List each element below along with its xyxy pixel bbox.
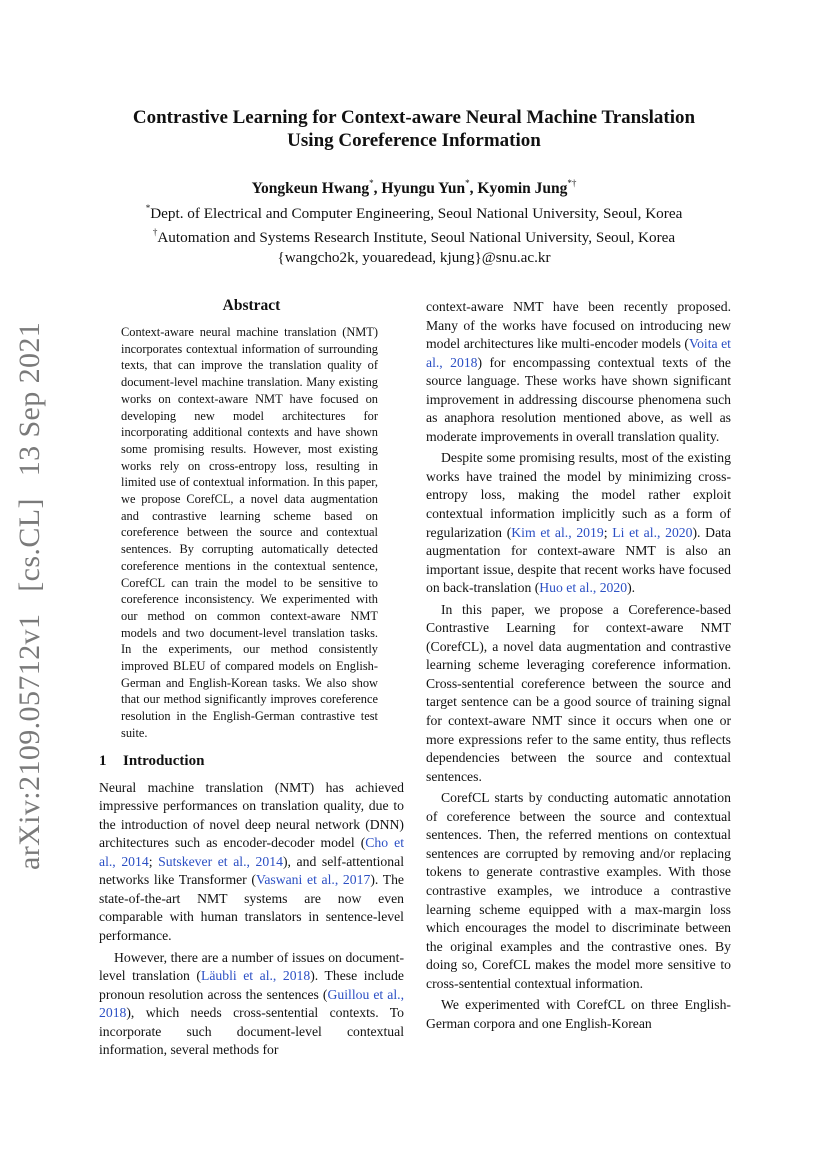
author-mark: *†: [567, 178, 577, 188]
affiliation-text: Automation and Systems Research Institute, Seoul National University, Seoul, Korea: [157, 229, 676, 247]
section-number: 1: [99, 752, 107, 769]
affiliation-mark: †: [152, 227, 158, 238]
author-name: Kyomin Jung: [477, 180, 568, 197]
abstract-heading: Abstract: [222, 297, 281, 314]
section-title: Introduction: [123, 752, 205, 769]
affiliation-line: [60, 223, 768, 248]
arxiv-date: 13 Sep 2021: [13, 321, 46, 477]
author-block: [60, 174, 768, 267]
author-separator: ,: [373, 180, 382, 197]
citation-link[interactable]: Cho et al., 2014: [99, 835, 404, 869]
citation-link[interactable]: Voita et al., 2018: [426, 336, 731, 370]
author-name: Hyungu Yun: [381, 180, 466, 197]
paragraph-text: In this paper, we propose a Coreference-based Contrastive Learning for context-aware NMT (CorefCL), a novel data augmentation and contrastive learning scheme leveraging coreference information. Cross-sentential coreference between the source and target sentence can be a good source of training signal for context-aware NMT since it occurs when one or more expressions refer to the same entity, thus reflects dependencies between the source and contextual sentences.: [426, 601, 731, 784]
paragraph-text: ).: [627, 580, 636, 596]
citation-link[interactable]: Kim et al., 2019: [511, 524, 604, 540]
arxiv-category: [cs.CL]: [13, 498, 46, 592]
citation-link[interactable]: Li et al., 2020: [612, 524, 693, 540]
paragraph-text: ). These include pronoun resolution across the sentences (: [99, 968, 404, 1002]
affiliation-mark: *: [145, 202, 151, 213]
citation-link[interactable]: Sutskever et al., 2014: [158, 853, 283, 869]
citation-link[interactable]: Vaswani et al., 2017: [255, 872, 371, 888]
author-names: [60, 174, 768, 199]
paragraph-text: ) for encompassing contextual texts of the source language. These works have shown significant improvement in addressing discourse phenomena such as anaphora resolution mentioned above, as well as moderate improvements in overall translation quality.: [426, 354, 731, 444]
paragraph-text: ). The state-of-the-art NMT systems are now even comparable with human translators in sentence-level performance.: [99, 872, 404, 943]
right-paragraph-2: [426, 449, 731, 597]
citation-link[interactable]: Läubli et al., 2018: [200, 968, 311, 984]
intro-paragraph-2: [99, 949, 404, 1060]
paragraph-text: ). Data augmentation for context-aware NMT is also an important issue, despite that recent works have focused on back-translation (: [426, 524, 732, 596]
abstract-text: Context-aware neural machine translation (NMT) incorporates contextual information of surrounding texts, that can improve the translation quality of document-level machine translation. Many existing works on context-aware NMT have focused on developing new model architectures for incorporating additional contexts and have shown some promising results. However, most existing works rely on cross-entropy loss, resulting in limited use of contextual information. In this paper, we propose CorefCL, a novel data augmentation and contrastive learning scheme based on coreference between the source and contextual sentences. By corrupting automatically detected coreference mentions in the contextual sentence, CorefCL can train the model to be sensitive to coreference inconsistency. We experimented with our method on common context-aware NMT models and two document-level translation tasks. In the experiments, our method consistently improved BLEU of compared models on English-German and English-Korean tasks. We also show that our method significantly improves coreference resolution in the English-German contrastive test suite.: [121, 325, 378, 740]
author-mark: *: [465, 178, 470, 188]
affiliation-text: Dept. of Electrical and Computer Engineering, Seoul National University, Seoul, Korea: [150, 204, 683, 222]
paragraph-text: context-aware NMT have been recently proposed. Many of the works have focused on introducing new model architectures like multi-encoder models (: [426, 299, 731, 352]
paragraph-text: We experimented with CorefCL on three English-German corpora and one English-Korean: [426, 997, 731, 1031]
author-emails: {wangcho2k, youaredead, kjung}@snu.ac.kr: [277, 248, 551, 266]
paragraph-text: ;: [603, 524, 613, 540]
title-line-1: Contrastive Learning for Context-aware Neural Machine Translation: [132, 107, 696, 128]
citation-link[interactable]: Guillou et al., 2018: [99, 986, 404, 1021]
arxiv-id: arXiv:2109.05712v1: [13, 613, 46, 870]
affiliation-line: [60, 199, 768, 224]
arxiv-stamp: [8, 321, 52, 877]
paragraph-text: CorefCL starts by conducting automatic annotation of coreference between the source and contextual sentences. Then, the referred mentions on contextual sentences are corrupted by removing and/or replacing tokens to generate contrastive examples. With those contrastive examples, we introduce a contrastive learning scheme equipped with a max-margin loss which encourages the model to discriminate between the original examples and the contrastive ones. By doing so, CorefCL makes the model more sensitive to cross-sentential contextual information.: [426, 790, 731, 991]
left-column: [99, 296, 404, 1060]
right-paragraph-3: [426, 601, 731, 786]
citation-link[interactable]: Huo et al., 2020: [539, 580, 628, 596]
paragraph-text: Neural machine translation (NMT) has achieved impressive performances on translation quality, due to the introduction of novel deep neural network (DNN) architectures such as encoder-decoder model (: [99, 779, 404, 851]
author-separator: ,: [469, 180, 478, 197]
right-paragraph-4: [426, 789, 731, 993]
author-mark: *: [369, 178, 374, 188]
right-paragraph-1: [426, 298, 731, 446]
paragraph-text: However, there are a number of issues on document-level translation (: [99, 949, 404, 984]
paragraph-text: Despite some promising results, most of the existing works have trained the model by minimizing cross-entropy loss, making the model rather exploit contextual information implicitly such as a form of regularization (: [426, 450, 731, 540]
paragraph-text: ;: [148, 853, 159, 869]
title-line-2: Using Coreference Information: [287, 130, 541, 151]
right-column: [426, 298, 731, 1033]
right-paragraph-5: [426, 996, 731, 1033]
intro-paragraph-1: [99, 779, 404, 946]
author-name: Yongkeun Hwang: [251, 180, 370, 197]
paper-title: [60, 106, 768, 152]
paragraph-text: ), which needs cross-sentential contexts. To incorporate such document-level contextual information, several methods for: [99, 1005, 404, 1058]
paragraph-text: ), and self-attentional networks like Transformer (: [99, 853, 404, 888]
section-heading-introduction: [99, 751, 404, 771]
